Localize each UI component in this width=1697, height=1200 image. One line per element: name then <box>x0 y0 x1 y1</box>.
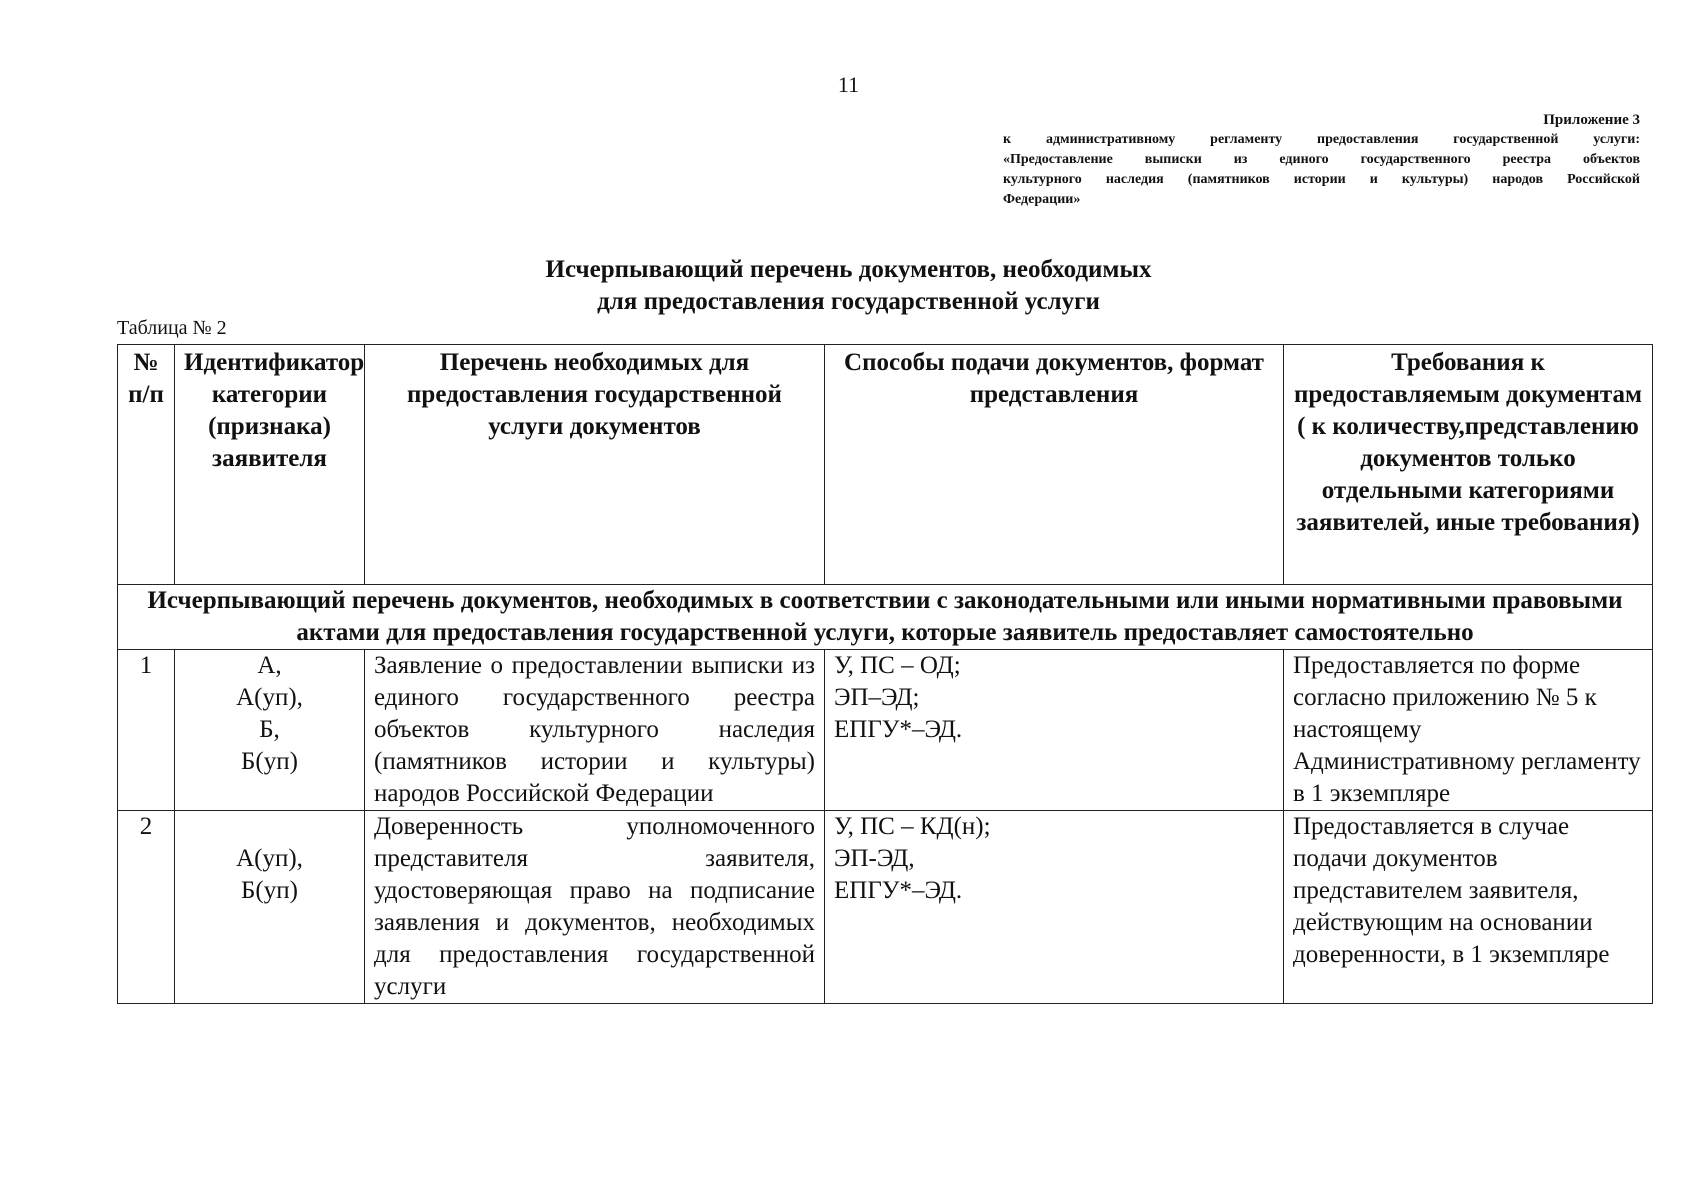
appendix-line-2: «Предоставление выписки из единого государственного реестра объектов <box>1003 152 1640 167</box>
row-1-methods: У, ПС – ОД; ЭП–ЭД; ЕПГУ*–ЭД. <box>825 650 1284 811</box>
table-header-row <box>118 345 1653 585</box>
header-identifier: Идентификатор категории (признака) заявителя <box>175 345 365 585</box>
header-num: № п/п <box>118 345 175 585</box>
table-row <box>118 650 1653 811</box>
row-2-identifier: А(уп), Б(уп) <box>175 811 365 1004</box>
documents-table <box>117 344 1653 1004</box>
section-heading: Исчерпывающий перечень документов, необходимых в соответствии с законодательными или иными нормативными правовыми актами для предоставления государственной услуги, которые заявитель предоставляет самостоятельно <box>118 585 1653 650</box>
document-title-line-1: Исчерпывающий перечень документов, необходимых <box>545 256 1152 283</box>
appendix-block <box>1003 110 1640 210</box>
appendix-title: Приложение 3 <box>1543 112 1640 128</box>
row-1-document: Заявление о предоставлении выписки из единого государственного реестра объектов культурного наследия (памятников истории и культуры) народов Российской Федерации <box>365 650 825 811</box>
appendix-line-1: к административному регламенту предоставления государственной услуги: <box>1003 132 1640 147</box>
table-row <box>118 811 1653 1004</box>
table-label: Таблица № 2 <box>117 317 227 339</box>
page-number: 11 <box>837 72 860 97</box>
section-heading-row <box>118 585 1653 650</box>
header-documents: Перечень необходимых для предоставления государственной услуги документов <box>365 345 825 585</box>
row-2-num: 2 <box>118 811 175 1004</box>
row-2-methods: У, ПС – КД(н); ЭП-ЭД, ЕПГУ*–ЭД. <box>825 811 1284 1004</box>
row-2-document: Доверенность уполномоченного представителя заявителя, удостоверяющая право на подписание заявления и документов, необходимых для предоставления государственной услуги <box>365 811 825 1004</box>
row-1-identifier: А, А(уп), Б, Б(уп) <box>175 650 365 811</box>
appendix-line-3: культурного наследия (памятников истории и культуры) народов Российской <box>1003 172 1640 187</box>
header-requirements: Требования к предоставляемым документам ( к количеству,представлению документов только отдельными категориями заявителей, иные требования) <box>1284 345 1653 585</box>
row-2-requirement: Предоставляется в случае подачи документов представителем заявителя, действующим на основании доверенности, в 1 экземпляре <box>1284 811 1653 1004</box>
row-1-requirement: Предоставляется по форме согласно приложению № 5 к настоящему Административному регламенту в 1 экземпляре <box>1284 650 1653 811</box>
document-title-line-2: для предоставления государственной услуги <box>597 288 1100 315</box>
row-1-num: 1 <box>118 650 175 811</box>
document-title <box>0 254 1697 318</box>
header-methods: Способы подачи документов, формат представления <box>825 345 1284 585</box>
appendix-line-4: Федерации» <box>1003 192 1081 207</box>
